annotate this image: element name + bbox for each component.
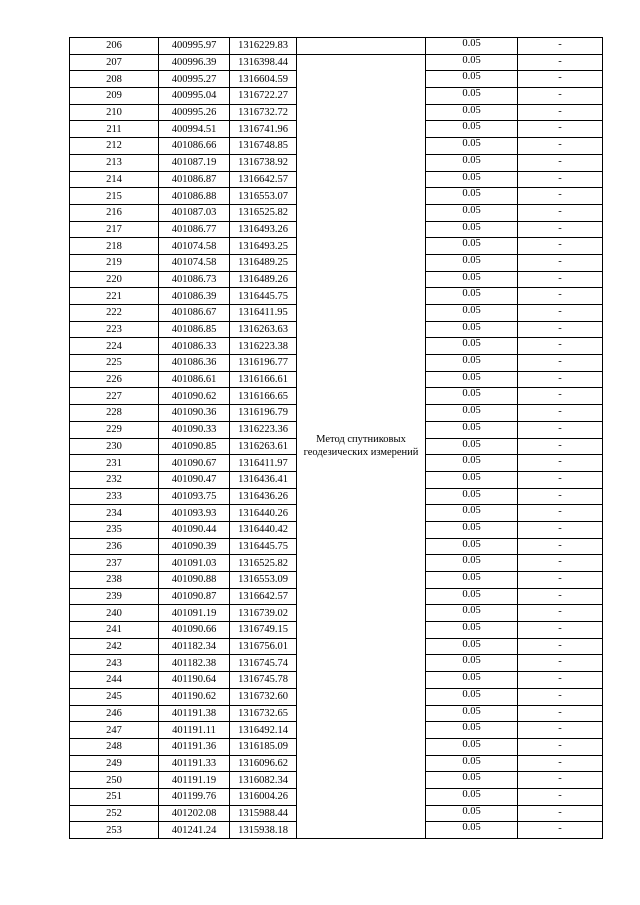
point-number-cell: 224 (70, 338, 159, 355)
point-number-cell: 250 (70, 772, 159, 789)
point-number-cell: 218 (70, 238, 159, 255)
point-number-cell: 213 (70, 154, 159, 171)
x-coordinate-cell: 401086.33 (159, 338, 230, 355)
note-cell: - (518, 738, 603, 755)
accuracy-cell: 0.05 (426, 788, 518, 805)
point-number-cell: 206 (70, 38, 159, 55)
point-number-cell: 220 (70, 271, 159, 288)
accuracy-cell: 0.05 (426, 605, 518, 622)
accuracy-cell: 0.05 (426, 772, 518, 789)
y-coordinate-cell: 1316440.42 (230, 521, 297, 538)
note-cell: - (518, 672, 603, 689)
accuracy-cell: 0.05 (426, 371, 518, 388)
note-cell: - (518, 688, 603, 705)
y-coordinate-cell: 1316749.15 (230, 622, 297, 639)
y-coordinate-cell: 1316223.38 (230, 338, 297, 355)
y-coordinate-cell: 1316445.75 (230, 288, 297, 305)
accuracy-cell: 0.05 (426, 438, 518, 455)
point-number-cell: 215 (70, 188, 159, 205)
point-number-cell: 237 (70, 555, 159, 572)
y-coordinate-cell: 1316398.44 (230, 54, 297, 71)
y-coordinate-cell: 1315988.44 (230, 805, 297, 822)
y-coordinate-cell: 1316440.26 (230, 505, 297, 522)
note-cell: - (518, 488, 603, 505)
y-coordinate-cell: 1316166.65 (230, 388, 297, 405)
point-number-cell: 235 (70, 521, 159, 538)
x-coordinate-cell: 400995.27 (159, 71, 230, 88)
point-number-cell: 231 (70, 455, 159, 472)
accuracy-cell: 0.05 (426, 688, 518, 705)
y-coordinate-cell: 1316642.57 (230, 171, 297, 188)
accuracy-cell: 0.05 (426, 455, 518, 472)
accuracy-cell: 0.05 (426, 655, 518, 672)
point-number-cell: 217 (70, 221, 159, 238)
point-number-cell: 228 (70, 405, 159, 422)
table-row (70, 38, 603, 55)
x-coordinate-cell: 401093.93 (159, 505, 230, 522)
x-coordinate-cell: 401086.85 (159, 321, 230, 338)
point-number-cell: 230 (70, 438, 159, 455)
accuracy-cell: 0.05 (426, 204, 518, 221)
note-cell: - (518, 572, 603, 589)
point-number-cell: 225 (70, 355, 159, 372)
point-number-cell: 243 (70, 655, 159, 672)
note-cell: - (518, 321, 603, 338)
x-coordinate-cell: 401093.75 (159, 488, 230, 505)
accuracy-cell: 0.05 (426, 588, 518, 605)
accuracy-cell: 0.05 (426, 138, 518, 155)
note-cell: - (518, 772, 603, 789)
note-cell: - (518, 505, 603, 522)
accuracy-cell: 0.05 (426, 154, 518, 171)
y-coordinate-cell: 1316004.26 (230, 788, 297, 805)
point-number-cell: 240 (70, 605, 159, 622)
accuracy-cell: 0.05 (426, 254, 518, 271)
x-coordinate-cell: 401086.39 (159, 288, 230, 305)
point-number-cell: 242 (70, 638, 159, 655)
x-coordinate-cell: 401090.44 (159, 521, 230, 538)
accuracy-cell: 0.05 (426, 488, 518, 505)
x-coordinate-cell: 401086.77 (159, 221, 230, 238)
y-coordinate-cell: 1316525.82 (230, 204, 297, 221)
point-number-cell: 232 (70, 471, 159, 488)
point-number-cell: 244 (70, 672, 159, 689)
point-number-cell: 248 (70, 738, 159, 755)
accuracy-cell: 0.05 (426, 638, 518, 655)
note-cell: - (518, 221, 603, 238)
accuracy-cell: 0.05 (426, 121, 518, 138)
note-cell: - (518, 154, 603, 171)
x-coordinate-cell: 401087.03 (159, 204, 230, 221)
accuracy-cell: 0.05 (426, 555, 518, 572)
y-coordinate-cell: 1316263.63 (230, 321, 297, 338)
accuracy-cell: 0.05 (426, 71, 518, 88)
x-coordinate-cell: 401090.39 (159, 538, 230, 555)
accuracy-cell: 0.05 (426, 171, 518, 188)
note-cell: - (518, 705, 603, 722)
note-cell: - (518, 254, 603, 271)
accuracy-cell: 0.05 (426, 805, 518, 822)
method-cell-empty (297, 38, 426, 55)
x-coordinate-cell: 401086.61 (159, 371, 230, 388)
point-number-cell: 238 (70, 572, 159, 589)
note-cell: - (518, 104, 603, 121)
accuracy-cell: 0.05 (426, 104, 518, 121)
note-cell: - (518, 271, 603, 288)
note-cell: - (518, 388, 603, 405)
x-coordinate-cell: 401074.58 (159, 238, 230, 255)
x-coordinate-cell: 401182.34 (159, 638, 230, 655)
accuracy-cell: 0.05 (426, 755, 518, 772)
note-cell: - (518, 455, 603, 472)
note-cell: - (518, 471, 603, 488)
x-coordinate-cell: 401091.03 (159, 555, 230, 572)
y-coordinate-cell: 1316722.27 (230, 88, 297, 105)
note-cell: - (518, 88, 603, 105)
accuracy-cell: 0.05 (426, 288, 518, 305)
x-coordinate-cell: 401086.87 (159, 171, 230, 188)
y-coordinate-cell: 1316263.61 (230, 438, 297, 455)
y-coordinate-cell: 1316525.82 (230, 555, 297, 572)
y-coordinate-cell: 1316489.25 (230, 254, 297, 271)
accuracy-cell: 0.05 (426, 305, 518, 322)
y-coordinate-cell: 1316604.59 (230, 71, 297, 88)
x-coordinate-cell: 400994.51 (159, 121, 230, 138)
accuracy-cell: 0.05 (426, 405, 518, 422)
x-coordinate-cell: 401087.19 (159, 154, 230, 171)
y-coordinate-cell: 1316096.62 (230, 755, 297, 772)
x-coordinate-cell: 401199.76 (159, 788, 230, 805)
accuracy-cell: 0.05 (426, 221, 518, 238)
note-cell: - (518, 538, 603, 555)
y-coordinate-cell: 1316493.25 (230, 238, 297, 255)
note-cell: - (518, 405, 603, 422)
accuracy-cell: 0.05 (426, 738, 518, 755)
accuracy-cell: 0.05 (426, 505, 518, 522)
point-number-cell: 221 (70, 288, 159, 305)
note-cell: - (518, 805, 603, 822)
note-cell: - (518, 438, 603, 455)
y-coordinate-cell: 1316436.26 (230, 488, 297, 505)
accuracy-cell: 0.05 (426, 421, 518, 438)
x-coordinate-cell: 401090.67 (159, 455, 230, 472)
y-coordinate-cell: 1316748.85 (230, 138, 297, 155)
note-cell: - (518, 54, 603, 71)
accuracy-cell: 0.05 (426, 321, 518, 338)
point-number-cell: 209 (70, 88, 159, 105)
point-number-cell: 233 (70, 488, 159, 505)
accuracy-cell: 0.05 (426, 722, 518, 739)
note-cell: - (518, 822, 603, 839)
x-coordinate-cell: 401090.36 (159, 405, 230, 422)
x-coordinate-cell: 401074.58 (159, 254, 230, 271)
accuracy-cell: 0.05 (426, 88, 518, 105)
accuracy-cell: 0.05 (426, 238, 518, 255)
y-coordinate-cell: 1316642.57 (230, 588, 297, 605)
point-number-cell: 222 (70, 305, 159, 322)
note-cell: - (518, 371, 603, 388)
x-coordinate-cell: 401202.08 (159, 805, 230, 822)
y-coordinate-cell: 1316196.77 (230, 355, 297, 372)
accuracy-cell: 0.05 (426, 388, 518, 405)
y-coordinate-cell: 1316196.79 (230, 405, 297, 422)
note-cell: - (518, 288, 603, 305)
point-number-cell: 253 (70, 822, 159, 839)
note-cell: - (518, 238, 603, 255)
x-coordinate-cell: 401191.36 (159, 738, 230, 755)
y-coordinate-cell: 1316493.26 (230, 221, 297, 238)
y-coordinate-cell: 1316411.97 (230, 455, 297, 472)
x-coordinate-cell: 401182.38 (159, 655, 230, 672)
x-coordinate-cell: 400995.26 (159, 104, 230, 121)
note-cell: - (518, 622, 603, 639)
point-number-cell: 249 (70, 755, 159, 772)
point-number-cell: 252 (70, 805, 159, 822)
point-number-cell: 211 (70, 121, 159, 138)
point-number-cell: 241 (70, 622, 159, 639)
note-cell: - (518, 121, 603, 138)
table-row (70, 54, 603, 71)
note-cell: - (518, 788, 603, 805)
y-coordinate-cell: 1316745.74 (230, 655, 297, 672)
x-coordinate-cell: 401191.11 (159, 722, 230, 739)
note-cell: - (518, 655, 603, 672)
y-coordinate-cell: 1316745.78 (230, 672, 297, 689)
note-cell: - (518, 305, 603, 322)
point-number-cell: 234 (70, 505, 159, 522)
note-cell: - (518, 355, 603, 372)
x-coordinate-cell: 401090.66 (159, 622, 230, 639)
x-coordinate-cell: 401086.66 (159, 138, 230, 155)
y-coordinate-cell: 1316411.95 (230, 305, 297, 322)
accuracy-cell: 0.05 (426, 822, 518, 839)
x-coordinate-cell: 401086.67 (159, 305, 230, 322)
accuracy-cell: 0.05 (426, 271, 518, 288)
accuracy-cell: 0.05 (426, 188, 518, 205)
point-number-cell: 227 (70, 388, 159, 405)
point-number-cell: 251 (70, 788, 159, 805)
accuracy-cell: 0.05 (426, 355, 518, 372)
y-coordinate-cell: 1316732.72 (230, 104, 297, 121)
point-number-cell: 236 (70, 538, 159, 555)
note-cell: - (518, 421, 603, 438)
accuracy-cell: 0.05 (426, 572, 518, 589)
y-coordinate-cell: 1316492.14 (230, 722, 297, 739)
y-coordinate-cell: 1316741.96 (230, 121, 297, 138)
y-coordinate-cell: 1316185.09 (230, 738, 297, 755)
note-cell: - (518, 71, 603, 88)
x-coordinate-cell: 401190.62 (159, 688, 230, 705)
x-coordinate-cell: 401091.19 (159, 605, 230, 622)
y-coordinate-cell: 1316229.83 (230, 38, 297, 55)
point-number-cell: 223 (70, 321, 159, 338)
y-coordinate-cell: 1316739.02 (230, 605, 297, 622)
note-cell: - (518, 521, 603, 538)
note-cell: - (518, 188, 603, 205)
y-coordinate-cell: 1316756.01 (230, 638, 297, 655)
accuracy-cell: 0.05 (426, 538, 518, 555)
x-coordinate-cell: 401090.88 (159, 572, 230, 589)
y-coordinate-cell: 1316166.61 (230, 371, 297, 388)
x-coordinate-cell: 401086.73 (159, 271, 230, 288)
accuracy-cell: 0.05 (426, 622, 518, 639)
y-coordinate-cell: 1316738.92 (230, 154, 297, 171)
x-coordinate-cell: 401191.38 (159, 705, 230, 722)
y-coordinate-cell: 1316082.34 (230, 772, 297, 789)
table-body (70, 38, 603, 839)
y-coordinate-cell: 1315938.18 (230, 822, 297, 839)
x-coordinate-cell: 401090.33 (159, 421, 230, 438)
point-number-cell: 210 (70, 104, 159, 121)
point-number-cell: 216 (70, 204, 159, 221)
note-cell: - (518, 605, 603, 622)
y-coordinate-cell: 1316489.26 (230, 271, 297, 288)
note-cell: - (518, 588, 603, 605)
x-coordinate-cell: 401090.62 (159, 388, 230, 405)
accuracy-cell: 0.05 (426, 705, 518, 722)
y-coordinate-cell: 1316732.60 (230, 688, 297, 705)
x-coordinate-cell: 400995.04 (159, 88, 230, 105)
point-number-cell: 239 (70, 588, 159, 605)
note-cell: - (518, 555, 603, 572)
accuracy-cell: 0.05 (426, 54, 518, 71)
note-cell: - (518, 138, 603, 155)
point-number-cell: 226 (70, 371, 159, 388)
accuracy-cell: 0.05 (426, 521, 518, 538)
x-coordinate-cell: 400996.39 (159, 54, 230, 71)
point-number-cell: 208 (70, 71, 159, 88)
note-cell: - (518, 38, 603, 55)
point-number-cell: 212 (70, 138, 159, 155)
note-cell: - (518, 338, 603, 355)
point-number-cell: 247 (70, 722, 159, 739)
accuracy-cell: 0.05 (426, 38, 518, 55)
y-coordinate-cell: 1316732.65 (230, 705, 297, 722)
note-cell: - (518, 638, 603, 655)
note-cell: - (518, 204, 603, 221)
point-number-cell: 229 (70, 421, 159, 438)
accuracy-cell: 0.05 (426, 338, 518, 355)
x-coordinate-cell: 401090.87 (159, 588, 230, 605)
y-coordinate-cell: 1316223.36 (230, 421, 297, 438)
point-number-cell: 245 (70, 688, 159, 705)
accuracy-cell: 0.05 (426, 471, 518, 488)
point-number-cell: 219 (70, 254, 159, 271)
coordinates-table (69, 37, 603, 839)
point-number-cell: 207 (70, 54, 159, 71)
point-number-cell: 246 (70, 705, 159, 722)
x-coordinate-cell: 401086.36 (159, 355, 230, 372)
method-cell: Метод спутниковых геодезических измерений (297, 54, 426, 838)
y-coordinate-cell: 1316445.75 (230, 538, 297, 555)
x-coordinate-cell: 401191.19 (159, 772, 230, 789)
x-coordinate-cell: 401191.33 (159, 755, 230, 772)
y-coordinate-cell: 1316553.07 (230, 188, 297, 205)
point-number-cell: 214 (70, 171, 159, 188)
y-coordinate-cell: 1316436.41 (230, 471, 297, 488)
x-coordinate-cell: 401086.88 (159, 188, 230, 205)
x-coordinate-cell: 400995.97 (159, 38, 230, 55)
accuracy-cell: 0.05 (426, 672, 518, 689)
note-cell: - (518, 171, 603, 188)
x-coordinate-cell: 401190.64 (159, 672, 230, 689)
y-coordinate-cell: 1316553.09 (230, 572, 297, 589)
x-coordinate-cell: 401241.24 (159, 822, 230, 839)
note-cell: - (518, 722, 603, 739)
note-cell: - (518, 755, 603, 772)
x-coordinate-cell: 401090.47 (159, 471, 230, 488)
x-coordinate-cell: 401090.85 (159, 438, 230, 455)
